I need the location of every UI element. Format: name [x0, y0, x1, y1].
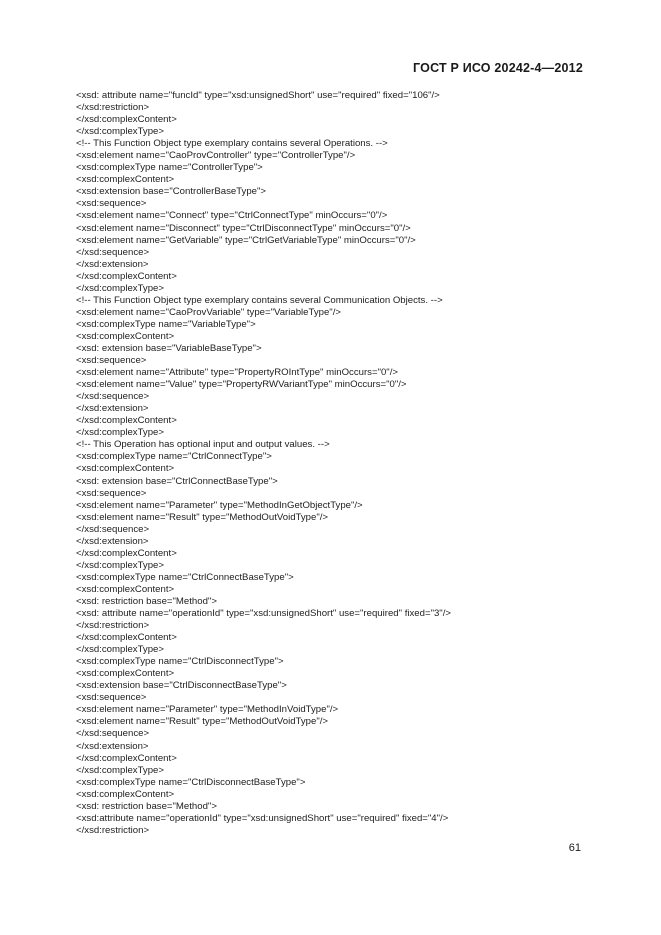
code-line: <xsd:element name="Parameter" type="MethodInGetObjectType"/>: [76, 499, 363, 511]
code-line: <xsd:complexType name="CtrlConnectBaseType">: [76, 571, 294, 583]
code-line: <xsd:complexContent>: [76, 788, 175, 800]
code-line: </xsd:extension>: [76, 535, 149, 547]
code-line: <xsd:extension base="CtrlDisconnectBaseType">: [76, 680, 287, 692]
code-line: <xsd:complexContent>: [76, 463, 175, 475]
code-line: <xsd:sequence>: [76, 355, 147, 367]
code-line: <xsd: restriction base="Method">: [76, 800, 217, 812]
code-line: </xsd:sequence>: [76, 246, 150, 258]
code-line: <!-- This Function Object type exemplary contains several Communication Objects. -->: [76, 294, 443, 306]
code-line: <xsd:complexContent>: [76, 668, 175, 680]
code-line: </xsd:complexType>: [76, 644, 164, 656]
code-line: <xsd:sequence>: [76, 692, 147, 704]
code-line: <xsd:complexType name="VariableType">: [76, 318, 256, 330]
code-line: <!-- This Function Object type exemplary contains several Operations. -->: [76, 138, 388, 150]
code-line: <!-- This Operation has optional input and output values. -->: [76, 439, 330, 451]
code-line: <xsd:extension base="ControllerBaseType">: [76, 186, 267, 198]
code-line: <xsd:complexType name="CtrlDisconnectBaseType">: [76, 776, 306, 788]
code-line: <xsd: attribute name="operationId" type="xsd:unsignedShort" use="required" fixed="3"/>: [76, 608, 451, 620]
code-line: <xsd:complexType name="ControllerType">: [76, 162, 263, 174]
code-line: </xsd:sequence>: [76, 391, 150, 403]
xsd-code-listing: [76, 90, 596, 837]
code-line: <xsd:element name="Disconnect" type="CtrlDisconnectType" minOccurs="0"/>: [76, 222, 411, 234]
code-line: <xsd:element name="CaoProvVariable" type="VariableType"/>: [76, 306, 341, 318]
code-line: <xsd:element name="Result" type="MethodOutVoidType"/>: [76, 716, 329, 728]
code-line: <xsd:element name="Attribute" type="PropertyROIntType" minOccurs="0"/>: [76, 367, 398, 379]
code-line: <xsd:attribute name="operationId" type="xsd:unsignedShort" use="required" fixed="4"/>: [76, 812, 449, 824]
code-line: </xsd:complexContent>: [76, 415, 177, 427]
code-line: </xsd:complexContent>: [76, 632, 177, 644]
code-line: </xsd:extension>: [76, 258, 149, 270]
code-line: <xsd:element name="Connect" type="CtrlConnectType" minOccurs="0"/>: [76, 210, 388, 222]
code-line: <xsd:sequence>: [76, 198, 147, 210]
code-line: </xsd:complexContent>: [76, 547, 177, 559]
code-line: </xsd:restriction>: [76, 824, 150, 836]
code-line: </xsd:complexType>: [76, 282, 164, 294]
code-line: </xsd:restriction>: [76, 620, 150, 632]
code-line: <xsd: restriction base="Method">: [76, 595, 217, 607]
code-line: <xsd:complexContent>: [76, 330, 175, 342]
code-line: <xsd:complexType name="CtrlConnectType">: [76, 451, 272, 463]
code-line: <xsd:element name="CaoProvController" type="ControllerType"/>: [76, 150, 356, 162]
code-line: <xsd: extension base="CtrlConnectBaseType">: [76, 475, 278, 487]
code-line: </xsd:complexType>: [76, 559, 164, 571]
page-header-standard: ГОСТ Р ИСО 20242-4—2012: [413, 61, 583, 75]
code-line: </xsd:sequence>: [76, 728, 150, 740]
code-line: </xsd:sequence>: [76, 523, 150, 535]
code-line: </xsd:restriction>: [76, 102, 150, 114]
code-line: </xsd:extension>: [76, 403, 149, 415]
code-line: </xsd:complexContent>: [76, 752, 177, 764]
code-line: <xsd:element name="Value" type="PropertyRWVariantType" minOccurs="0"/>: [76, 379, 407, 391]
page-number: 61: [568, 842, 581, 854]
code-line: <xsd:element name="Result" type="MethodOutVoidType"/>: [76, 511, 329, 523]
code-line: </xsd:complexType>: [76, 126, 164, 138]
code-line: <xsd: attribute name="funcId" type="xsd:unsignedShort" use="required" fixed="106"/>: [76, 90, 440, 101]
code-line: </xsd:extension>: [76, 740, 149, 752]
code-line: </xsd:complexContent>: [76, 270, 177, 282]
code-line: <xsd:element name="Parameter" type="MethodInVoidType"/>: [76, 704, 339, 716]
code-line: <xsd:complexContent>: [76, 583, 175, 595]
code-line: </xsd:complexType>: [76, 764, 164, 776]
code-line: <xsd:complexType name="CtrlDisconnectType">: [76, 656, 284, 668]
code-line: <xsd: extension base="VariableBaseType">: [76, 342, 262, 354]
code-line: <xsd:complexContent>: [76, 174, 175, 186]
code-line: </xsd:complexType>: [76, 427, 164, 439]
code-line: </xsd:complexContent>: [76, 114, 177, 126]
code-line: <xsd:sequence>: [76, 487, 147, 499]
code-line: <xsd:element name="GetVariable" type="CtrlGetVariableType" minOccurs="0"/>: [76, 234, 416, 246]
